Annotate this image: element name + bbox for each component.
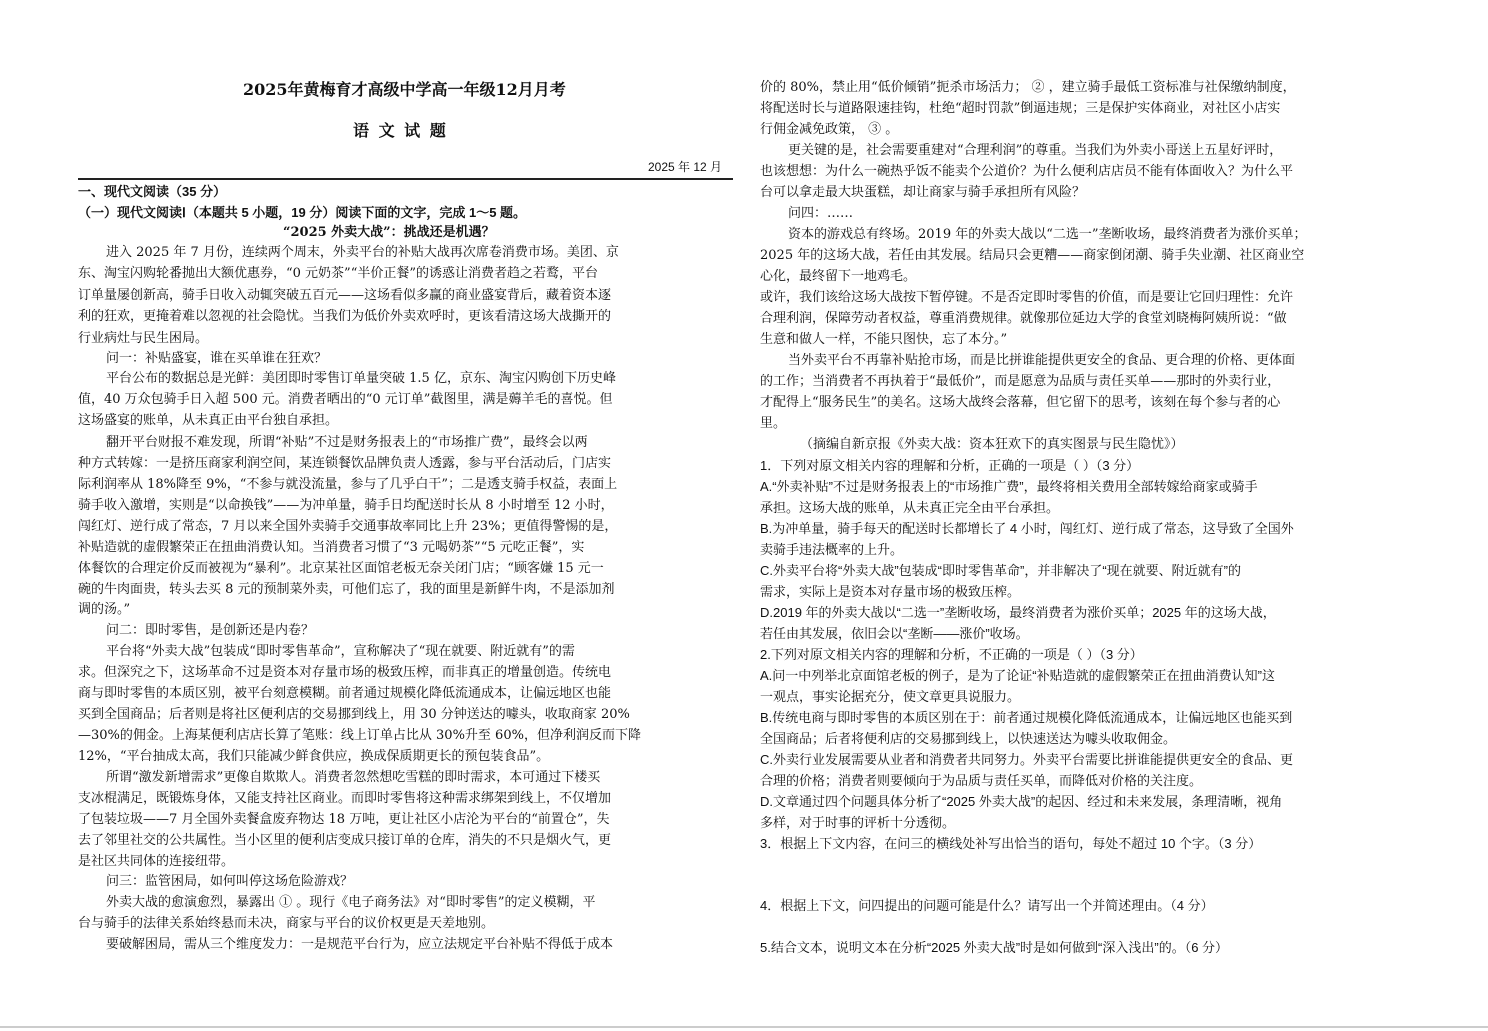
paragraph-line: 支冰棍满足，既锻炼身体，又能支持社区商业。而即时零售将这种需求绑架到线上，不仅增加: [78, 791, 612, 806]
paragraph-line: 的工作；当消费者不再执着于“最低价”，而是愿意为品质与责任买单——那时的外卖行业，: [760, 374, 1281, 389]
option-1c: C.外卖平台将“外卖大战”包装成“即时零售革命”，并非解决了“现在就要、附近就有”的: [760, 563, 1241, 578]
paragraph-line: 闯红灯、逆行成了常态，7 月以来全国外卖骑手交通事故率同比上升 23%；更值得警惕的是，: [78, 519, 618, 534]
section-heading: 一、现代文阅读（35 分）: [78, 184, 227, 199]
question-heading: 问三：监管困局，如何叫停这场危险游戏？: [106, 874, 354, 889]
option-2d: D.文章通过四个问题具体分析了“2025 外卖大战”的起因、经过和未来发展，条理清晰，视角: [760, 794, 1283, 809]
paragraph-line: 价的 80%，禁止用“低价倾销”扼杀市场活力； ② ，建立骑手最低工资标准与社保缴纳制度，: [760, 80, 1296, 95]
paragraph-line: 将配送时长与道路限速挂钩，杜绝“超时罚款”倒逼违规；三是保护实体商业，对社区小店实: [760, 101, 1281, 116]
paragraph-line: 资本的游戏总有终场。2019 年的外卖大战以“二选一”垄断收场，最终消费者为涨价买单；: [788, 227, 1307, 242]
option-1a-cont: 承担。这场大战的账单，从未真正完全由平台承担。: [760, 500, 1060, 515]
paragraph-line: 商与即时零售的本质区别，被平台刻意模糊。前者通过规模化降低流通成本，让偏远地区也能: [78, 686, 612, 701]
paragraph-line: 要破解困局，需从三个维度发力：一是规范平台行为，应立法规定平台补贴不得低于成本: [106, 937, 614, 952]
option-1a: A.“外卖补贴”不过是财务报表上的“市场推广费”，最终将相关费用全部转嫁给商家或骑手: [760, 479, 1258, 494]
subject-title: 语 文 试 题: [353, 121, 448, 140]
option-1d-cont: 若任由其发展，依旧会以“垄断——涨价”收场。: [760, 626, 1029, 641]
question-heading: 问一：补贴盛宴，谁在买单谁在狂欢？: [106, 351, 328, 366]
exam-title: 2025年黄梅育才高级中学高一年级12月月考: [243, 80, 566, 99]
question-5: 5.结合文本，说明文本在分析“2025 外卖大战”时是如何做到“深入浅出”的。（6 分）: [760, 940, 1229, 955]
option-2a: A.问一中列举北京面馆老板的例子，是为了论证“补贴造就的虚假繁荣正在扭曲消费认知”这: [760, 668, 1275, 683]
paragraph-line: 订单量屡创新高，骑手日收入动辄突破五百元——这场看似多赢的商业盛宴背后，藏着资本逐: [78, 288, 612, 303]
paragraph-line: 行佣金减免政策， ③ 。: [760, 122, 899, 137]
paragraph-line: 平台公布的数据总是光鲜：美团即时零售订单量突破 1.5 亿，京东、淘宝闪购创下历史峰: [106, 371, 616, 386]
paragraph-line: 调的汤。”: [78, 602, 131, 617]
option-2b: B.传统电商与即时零售的本质区别在于：前者通过规模化降低流通成本，让偏远地区也能买到: [760, 710, 1293, 725]
option-2d-cont: 多样，对于时事的评析十分透彻。: [760, 815, 956, 830]
paragraph-line: 利的狂欢，更掩着难以忽视的社会隐忧。当我们为低价外卖欢呼时，更该看清这场大战撕开的: [78, 309, 612, 324]
option-2c-cont: 合理的价格；消费者则要倾向于为品质与责任买单，而降低对价格的关注度。: [760, 773, 1203, 788]
paragraph-line: 补贴造就的虚假繁荣正在扭曲消费认知。当消费者习惯了“3 元喝奶茶”“5 元吃正餐”，实: [78, 540, 585, 555]
option-2b-cont: 全国商品；后者将便利店的交易挪到线上，以快速送达为噱头收取佣金。: [760, 731, 1177, 746]
paragraph-line: 了包装垃圾——7 月全国外卖餐盒废弃物达 18 万吨，更让社区小店沦为平台的“前置仓”，失: [78, 812, 610, 827]
option-1b: B.为冲单量，骑手每天的配送时长都增长了 4 小时，闯红灯、逆行成了常态，这导致了全国外: [760, 521, 1294, 536]
paragraph-line: 才配得上“服务民生”的美名。这场大战终会落幕，但它留下的思考，该刻在每个参与者的心: [760, 395, 1281, 410]
paragraph-line: 是社区共同体的连接纽带。: [78, 854, 235, 869]
paragraph-line: 更关键的是，社会需要重建对“合理利润”的尊重。当我们为外卖小哥送上五星好评时，: [788, 143, 1283, 158]
paragraph-line: 或许，我们该给这场大战按下暂停键。不是否定即时零售的价值，而是要让它回归理性：允许: [760, 290, 1294, 305]
paragraph-line: 外卖大战的愈演愈烈，暴露出 ① 。现行《电子商务法》对“即时零售”的定义模糊，平: [106, 895, 596, 910]
question-heading: 问二：即时零售，是创新还是内卷？: [106, 623, 315, 638]
paragraph-line: 所谓“激发新增需求”更像自欺欺人。消费者忽然想吃雪糕的即时需求，本可通过下楼买: [106, 770, 601, 785]
header-divider: [78, 178, 733, 180]
question-1: 1．下列对原文相关内容的理解和分析，正确的一项是（ ）（3 分）: [760, 458, 1140, 473]
paragraph-line: 行业病灶与民生困局。: [78, 331, 209, 346]
question-4: 4．根据上下文，问四提出的问题可能是什么？请写出一个并简述理由。（4 分）: [760, 898, 1214, 913]
paragraph-line: 求。但深究之下，这场革命不过是资本对存量市场的极致压榨，而非真正的增量创造。传统电: [78, 665, 612, 680]
source-citation: （摘编自新京报《外卖大战：资本狂欢下的真实图景与民生隐忧》）: [800, 437, 1184, 452]
option-2c: C.外卖行业发展需要从业者和消费者共同努力。外卖平台需要比拼谁能提供更安全的食品、更: [760, 752, 1294, 767]
paragraph-line: 际利润率从 18%降至 9%，“不参与就没流量，参与了几乎白干”；二是透支骑手权益，表面上: [78, 477, 618, 492]
paragraph-line: 翻开平台财报不难发现，所谓“补贴”不过是财务报表上的“市场推广费”，最终会以两: [106, 435, 588, 450]
question-heading: 问四：……: [788, 206, 854, 221]
option-1d: D.2019 年的外卖大战以“二选一”垄断收场，最终消费者为涨价买单；2025 年的这场大战，: [760, 605, 1276, 620]
page-bottom-edge: [0, 1026, 1488, 1028]
exam-date: 2025 年 12 月: [648, 160, 723, 174]
paragraph-line: 种方式转嫁：一是挤压商家利润空间，某连锁餐饮品牌负责人透露，参与平台活动后，门店实: [78, 456, 612, 471]
paragraph-line: 买到全国商品；后者则是将社区便利店的交易挪到线上，用 30 分钟送达的噱头，收取商家 20%: [78, 707, 630, 722]
paragraph-line: 碗的牛肉面贵，转头去买 8 元的预制菜外卖，可他们忘了，我的面里是新鲜牛肉，不是添加剂: [78, 582, 615, 597]
option-1b-cont: 卖骑手违法概率的上升。: [760, 542, 904, 557]
paragraph-line: 生意和做人一样，不能只图快，忘了本分。”: [760, 332, 1008, 347]
paragraph-line: 台可以拿走最大块蛋糕，却让商家与骑手承担所有风险？: [760, 185, 1086, 200]
paragraph-line: 12%，“平台抽成太高，我们只能减少鲜食供应，换成保质期更长的预包装食品”。: [78, 749, 550, 764]
paragraph-line: 值，40 万众包骑手日入超 500 元。消费者晒出的“0 元订单”截图里，满是薅羊毛的喜悦。但: [78, 392, 613, 407]
paragraph-line: 进入 2025 年 7 月份，连续两个周末，外卖平台的补贴大战再次席卷消费市场。美团、京: [106, 245, 619, 260]
paragraph-line: 当外卖平台不再靠补贴抢市场，而是比拼谁能提供更安全的食品、更合理的价格、更体面: [788, 353, 1296, 368]
paragraph-line: 去了邻里社交的公共属性。当小区里的便利店变成只接订单的仓库，消失的不只是烟火气，更: [78, 833, 612, 848]
paragraph-line: 骑手收入激增，实则是“以命换钱”——为冲单量，骑手日均配送时长从 8 小时增至 12 小时，: [78, 498, 614, 513]
paragraph-line: 心化，最终留下一地鸡毛。: [760, 269, 917, 284]
paragraph-line: 里。: [760, 416, 787, 431]
question-3: 3．根据上下文内容，在问三的横线处补写出恰当的语句，每处不超过 10 个字。（3 分）: [760, 836, 1262, 851]
paragraph-line: 也该想想：为什么一碗热乎饭不能卖个公道价？为什么便利店店员不能有体面收入？为什么平: [760, 164, 1294, 179]
paragraph-line: 台与骑手的法律关系始终悬而未决，商家与平台的议价权更是天差地别。: [78, 916, 495, 931]
paragraph-line: —30%的佣金。上海某便利店店长算了笔账：线上订单占比从 30%升至 60%，但净利润反而下降: [78, 728, 641, 743]
paragraph-line: 体餐饮的合理定价反而被视为“暴利”。北京某社区面馆老板无奈关闭门店；“顾客嫌 15 元一: [78, 561, 604, 576]
option-2a-cont: 一观点，事实论据充分，使文章更具说服力。: [760, 689, 1021, 704]
paragraph-line: 2025 年的这场大战，若任由其发展。结局只会更糟——商家倒闭潮、骑手失业潮、社区商业空: [760, 248, 1305, 263]
paragraph-line: 平台将“外卖大战”包装成“即时零售革命”，宣称解决了“现在就要、附近就有”的需: [106, 644, 575, 659]
paragraph-line: 东、淘宝闪购轮番抛出大额优惠券，“0 元奶茶”“半价正餐”的诱惑让消费者趋之若鹜，平台: [78, 266, 598, 281]
question-2: 2.下列对原文相关内容的理解和分析，不正确的一项是（ ）（3 分）: [760, 647, 1143, 662]
article-title: “2025 外卖大战”：挑战还是机遇？: [283, 225, 495, 240]
paragraph-line: 合理利润，保障劳动者权益，尊重消费规律。就像那位延边大学的食堂刘晓梅阿姨所说：“做: [760, 311, 1287, 326]
option-1c-cont: 需求，实际上是资本对存量市场的极致压榨。: [760, 584, 1021, 599]
paragraph-line: 这场盛宴的账单，从未真正由平台独自承担。: [78, 413, 339, 428]
sub-heading: （一）现代文阅读Ⅰ（本题共 5 小题，19 分）阅读下面的文字，完成 1～5 题。: [78, 205, 527, 220]
